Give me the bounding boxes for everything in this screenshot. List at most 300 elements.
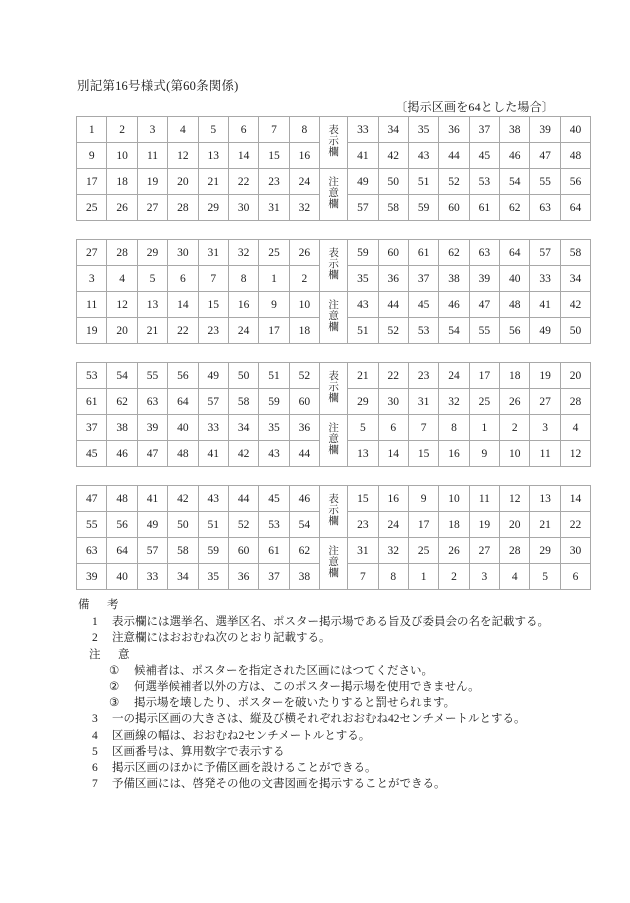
poster-section-cell[interactable]: 32 [378,538,408,564]
poster-section-cell[interactable]: 61 [408,240,438,266]
poster-section-cell[interactable]: 37 [469,117,499,143]
poster-section-cell[interactable]: 30 [560,538,590,564]
poster-section-cell[interactable]: 45 [259,486,289,512]
poster-section-cell[interactable]: 16 [378,486,408,512]
note-item [78,711,578,727]
poster-section-cell[interactable]: 39 [137,415,167,441]
display-column-label [320,117,348,169]
poster-section-cell[interactable]: 57 [348,195,378,221]
grid-row [77,538,591,564]
poster-section-cell[interactable]: 46 [289,486,319,512]
poster-section-cell[interactable]: 31 [259,195,289,221]
poster-section-cell[interactable]: 22 [168,318,198,344]
poster-section-cell[interactable]: 15 [198,292,228,318]
poster-section-cell[interactable]: 1 [77,117,107,143]
poster-section-cell[interactable]: 37 [77,415,107,441]
poster-section-cell[interactable]: 28 [168,195,198,221]
poster-section-cell[interactable]: 2 [289,266,319,292]
poster-section-cell[interactable]: 53 [259,512,289,538]
poster-section-cell[interactable]: 17 [77,169,107,195]
caution-column-label [320,415,348,467]
poster-section-cell[interactable]: 62 [500,195,530,221]
poster-section-cell[interactable]: 15 [408,441,438,467]
vertical-label-char: 注 [328,177,339,189]
poster-section-cell[interactable]: 45 [77,441,107,467]
poster-section-cell[interactable]: 42 [378,143,408,169]
poster-section-cell[interactable]: 37 [259,564,289,590]
poster-section-cell[interactable]: 53 [469,169,499,195]
poster-section-cell[interactable]: 61 [259,538,289,564]
grid-4 [76,485,591,590]
poster-section-cell[interactable]: 24 [439,363,469,389]
poster-section-cell[interactable]: 9 [408,486,438,512]
poster-section-cell[interactable]: 11 [530,441,560,467]
poster-section-cell[interactable]: 48 [107,486,137,512]
poster-section-cell[interactable]: 24 [289,169,319,195]
poster-section-cell[interactable]: 20 [168,169,198,195]
poster-section-cell[interactable]: 49 [348,169,378,195]
poster-section-cell[interactable]: 14 [378,441,408,467]
poster-section-cell[interactable]: 6 [168,266,198,292]
vertical-label-char: 示 [328,382,339,394]
poster-section-cell[interactable]: 45 [469,143,499,169]
poster-section-cell[interactable]: 57 [137,538,167,564]
poster-section-cell[interactable]: 50 [560,318,590,344]
poster-section-cell[interactable]: 42 [168,486,198,512]
poster-section-cell[interactable]: 51 [259,363,289,389]
poster-section-cell[interactable]: 21 [348,363,378,389]
poster-section-cell[interactable]: 29 [348,389,378,415]
poster-section-cell[interactable]: 28 [500,538,530,564]
poster-section-cell[interactable]: 44 [289,441,319,467]
caution-item [78,695,578,711]
poster-section-cell[interactable]: 28 [107,240,137,266]
poster-section-cell[interactable]: 38 [289,564,319,590]
poster-section-cell[interactable]: 11 [77,292,107,318]
poster-section-cell[interactable]: 47 [469,292,499,318]
poster-section-cell[interactable]: 13 [137,292,167,318]
poster-section-cell[interactable]: 20 [107,318,137,344]
poster-section-cell[interactable]: 52 [228,512,258,538]
poster-section-cell[interactable]: 4 [107,266,137,292]
poster-section-cell[interactable]: 59 [408,195,438,221]
poster-section-cell[interactable]: 25 [259,240,289,266]
poster-section-cell[interactable]: 41 [137,486,167,512]
poster-section-cell[interactable]: 54 [500,169,530,195]
poster-section-cell[interactable]: 6 [378,415,408,441]
poster-section-cell[interactable]: 44 [378,292,408,318]
poster-section-cell[interactable]: 52 [378,318,408,344]
poster-section-cell[interactable]: 64 [500,240,530,266]
display-column-label [320,363,348,415]
poster-section-cell[interactable]: 54 [289,512,319,538]
poster-section-cell[interactable]: 8 [289,117,319,143]
poster-section-cell[interactable]: 29 [137,240,167,266]
poster-section-cell[interactable]: 53 [77,363,107,389]
grid-row [77,240,591,266]
note-text: 候補者は、ポスターを指定された区画にはつてください。 [134,664,433,677]
poster-section-cell[interactable]: 2 [107,117,137,143]
notes-section [78,597,578,792]
poster-section-cell[interactable]: 41 [198,441,228,467]
poster-section-cell[interactable]: 18 [289,318,319,344]
poster-section-cell[interactable]: 19 [77,318,107,344]
poster-section-cell[interactable]: 43 [259,441,289,467]
poster-section-cell[interactable]: 11 [469,486,499,512]
poster-section-cell[interactable]: 17 [408,512,438,538]
poster-section-cell[interactable]: 11 [137,143,167,169]
poster-section-cell[interactable]: 36 [378,266,408,292]
poster-section-cell[interactable]: 61 [77,389,107,415]
vertical-label-char: 注 [328,300,339,312]
vertical-label-char: 意 [328,188,339,200]
poster-section-cell[interactable]: 51 [348,318,378,344]
vertical-label-char: 示 [328,505,339,517]
poster-section-cell[interactable]: 41 [530,292,560,318]
note-marker: ② [109,681,120,694]
poster-section-cell[interactable]: 47 [530,143,560,169]
poster-section-cell[interactable]: 30 [228,195,258,221]
poster-section-cell[interactable]: 55 [77,512,107,538]
poster-section-cell[interactable]: 42 [228,441,258,467]
poster-section-cell[interactable]: 51 [408,169,438,195]
poster-section-cell[interactable]: 19 [137,169,167,195]
poster-section-cell[interactable]: 33 [530,266,560,292]
poster-section-cell[interactable]: 47 [77,486,107,512]
poster-section-cell[interactable]: 14 [168,292,198,318]
poster-section-cell[interactable]: 39 [77,564,107,590]
poster-section-cell[interactable]: 63 [530,195,560,221]
poster-section-cell[interactable]: 50 [168,512,198,538]
poster-section-cell[interactable]: 13 [198,143,228,169]
poster-section-cell[interactable]: 42 [560,292,590,318]
grid-row [77,292,591,318]
poster-section-cell[interactable]: 48 [168,441,198,467]
note-marker: 1 [92,616,98,629]
poster-section-cell[interactable]: 40 [560,117,590,143]
poster-section-cell[interactable]: 28 [560,389,590,415]
poster-section-cell[interactable]: 16 [289,143,319,169]
poster-section-cell[interactable]: 40 [500,266,530,292]
poster-section-cell[interactable]: 55 [469,318,499,344]
poster-section-cell[interactable]: 18 [500,363,530,389]
poster-section-cell[interactable]: 15 [348,486,378,512]
poster-section-cell[interactable]: 29 [530,538,560,564]
poster-section-cell[interactable]: 56 [107,512,137,538]
poster-section-cell[interactable]: 45 [408,292,438,318]
poster-section-cell[interactable]: 57 [198,389,228,415]
poster-section-cell[interactable]: 7 [408,415,438,441]
poster-section-cell[interactable]: 9 [469,441,499,467]
poster-section-cell[interactable]: 43 [348,292,378,318]
note-marker: 6 [92,762,98,775]
poster-section-cell[interactable]: 13 [530,486,560,512]
poster-section-cell[interactable]: 64 [560,195,590,221]
poster-section-cell[interactable]: 27 [530,389,560,415]
poster-section-cell[interactable]: 57 [530,240,560,266]
notes-list [78,614,578,792]
poster-section-cell[interactable]: 38 [439,266,469,292]
poster-section-cell[interactable]: 30 [378,389,408,415]
poster-section-cell[interactable]: 48 [500,292,530,318]
poster-section-cell[interactable]: 14 [228,143,258,169]
poster-section-cell[interactable]: 32 [289,195,319,221]
poster-section-cell[interactable]: 59 [348,240,378,266]
poster-section-cell[interactable]: 21 [530,512,560,538]
poster-section-cell[interactable]: 31 [348,538,378,564]
vertical-label-char: 欄 [328,269,339,281]
poster-section-cell[interactable]: 56 [560,169,590,195]
poster-section-cell[interactable]: 25 [408,538,438,564]
poster-section-cell[interactable]: 5 [198,117,228,143]
poster-section-cell[interactable]: 58 [228,389,258,415]
poster-section-cell[interactable]: 55 [137,363,167,389]
poster-section-cell[interactable]: 54 [107,363,137,389]
caution-column-label [320,538,348,590]
poster-section-cell[interactable]: 63 [469,240,499,266]
poster-section-cell[interactable]: 4 [500,564,530,590]
poster-section-cell[interactable]: 1 [469,415,499,441]
poster-section-cell[interactable]: 31 [198,240,228,266]
poster-section-cell[interactable]: 22 [228,169,258,195]
case-annotation: 〔掲示区画を64とした場合〕 [395,100,554,114]
poster-section-cell[interactable]: 1 [259,266,289,292]
poster-section-cell[interactable]: 10 [500,441,530,467]
vertical-label-char: 欄 [328,198,339,210]
poster-section-cell[interactable]: 52 [289,363,319,389]
poster-section-cell[interactable]: 49 [530,318,560,344]
vertical-label-char: 示 [328,259,339,271]
poster-section-cell[interactable]: 41 [348,143,378,169]
poster-section-cell[interactable]: 64 [168,389,198,415]
poster-section-cell[interactable]: 19 [530,363,560,389]
note-text: 注意欄にはおおむね次のとおり記載する。 [112,632,331,645]
poster-section-cell[interactable]: 48 [560,143,590,169]
poster-section-cell[interactable]: 3 [469,564,499,590]
poster-section-cell[interactable]: 26 [439,538,469,564]
poster-section-cell[interactable]: 10 [107,143,137,169]
note-item [78,776,578,792]
poster-section-cell[interactable]: 16 [228,292,258,318]
note-item [78,728,578,744]
poster-section-cell[interactable]: 26 [500,389,530,415]
poster-section-cell[interactable]: 32 [439,389,469,415]
poster-section-cell[interactable]: 60 [439,195,469,221]
poster-section-cell[interactable]: 36 [289,415,319,441]
poster-section-cell[interactable]: 8 [228,266,258,292]
display-column-label [320,240,348,292]
caution-column-label [320,292,348,344]
poster-section-cell[interactable]: 38 [500,117,530,143]
poster-section-cell[interactable]: 13 [348,441,378,467]
poster-section-cell[interactable]: 63 [137,389,167,415]
poster-section-cell[interactable]: 21 [198,169,228,195]
poster-section-cell[interactable]: 63 [77,538,107,564]
poster-section-cell[interactable]: 12 [107,292,137,318]
poster-section-cell[interactable]: 24 [378,512,408,538]
poster-section-cell[interactable]: 27 [77,240,107,266]
vertical-label-char: 表 [328,371,339,383]
poster-section-cell[interactable]: 23 [408,363,438,389]
poster-section-cell[interactable]: 17 [469,363,499,389]
poster-section-cell[interactable]: 35 [348,266,378,292]
poster-section-cell[interactable]: 5 [137,266,167,292]
poster-section-cell[interactable]: 53 [408,318,438,344]
poster-section-cell[interactable]: 18 [107,169,137,195]
poster-section-cell[interactable]: 51 [198,512,228,538]
poster-section-cell[interactable]: 7 [198,266,228,292]
poster-section-cell[interactable]: 46 [439,292,469,318]
poster-section-cell[interactable]: 25 [469,389,499,415]
poster-section-cell[interactable]: 19 [469,512,499,538]
poster-section-cell[interactable]: 23 [198,318,228,344]
poster-section-cell[interactable]: 54 [439,318,469,344]
poster-section-cell[interactable]: 1 [408,564,438,590]
poster-section-cell[interactable]: 22 [560,512,590,538]
poster-section-cell[interactable]: 3 [530,415,560,441]
poster-section-cell[interactable]: 43 [408,143,438,169]
poster-section-cell[interactable]: 59 [259,389,289,415]
poster-section-cell[interactable]: 8 [439,415,469,441]
poster-section-cell[interactable]: 62 [439,240,469,266]
poster-section-cell[interactable]: 30 [168,240,198,266]
poster-section-cell[interactable]: 32 [228,240,258,266]
poster-section-cell[interactable]: 58 [168,538,198,564]
note-item [78,614,578,630]
poster-section-cell[interactable]: 50 [228,363,258,389]
poster-section-cell[interactable]: 21 [137,318,167,344]
poster-section-cell[interactable]: 9 [77,143,107,169]
poster-section-cell[interactable]: 62 [289,538,319,564]
poster-section-cell[interactable]: 58 [378,195,408,221]
poster-section-cell[interactable]: 55 [530,169,560,195]
poster-section-cell[interactable]: 33 [198,415,228,441]
poster-section-cell[interactable]: 2 [500,415,530,441]
poster-section-cell[interactable]: 20 [500,512,530,538]
poster-section-cell[interactable]: 49 [137,512,167,538]
vertical-label-char: 欄 [328,392,339,404]
poster-section-cell[interactable]: 12 [168,143,198,169]
poster-section-cell[interactable]: 33 [348,117,378,143]
note-text: 一の掲示区画の大きさは、縦及び横それぞれおおむね42センチメートルとする。 [112,713,526,726]
poster-section-cell[interactable]: 46 [500,143,530,169]
poster-section-cell[interactable]: 36 [228,564,258,590]
poster-section-cell[interactable]: 25 [77,195,107,221]
poster-section-cell[interactable]: 59 [198,538,228,564]
poster-section-cell[interactable]: 9 [259,292,289,318]
poster-section-cell[interactable]: 10 [439,486,469,512]
poster-section-cell[interactable]: 14 [560,486,590,512]
poster-section-cell[interactable]: 52 [439,169,469,195]
grid-row [77,486,591,512]
poster-section-cell[interactable]: 35 [198,564,228,590]
poster-section-cell[interactable]: 56 [500,318,530,344]
poster-section-cell[interactable]: 2 [439,564,469,590]
poster-section-cell[interactable]: 4 [168,117,198,143]
poster-section-cell[interactable]: 3 [137,117,167,143]
poster-section-cell[interactable]: 44 [228,486,258,512]
poster-section-cell[interactable]: 34 [168,564,198,590]
poster-section-cell[interactable]: 6 [228,117,258,143]
poster-section-cell[interactable]: 5 [348,415,378,441]
poster-section-cell[interactable]: 38 [107,415,137,441]
vertical-label-char: 欄 [328,515,339,527]
poster-section-cell[interactable]: 34 [560,266,590,292]
vertical-label-char: 表 [328,125,339,137]
poster-section-cell[interactable]: 62 [107,389,137,415]
poster-section-cell[interactable]: 47 [137,441,167,467]
poster-section-cell[interactable]: 18 [439,512,469,538]
poster-section-cell[interactable]: 39 [530,117,560,143]
poster-section-cell[interactable]: 60 [228,538,258,564]
poster-section-cell[interactable]: 60 [289,389,319,415]
poster-section-cell[interactable]: 12 [500,486,530,512]
poster-section-cell[interactable]: 39 [469,266,499,292]
poster-section-cell[interactable]: 46 [107,441,137,467]
vertical-label-char: 注 [328,423,339,435]
poster-section-cell[interactable]: 6 [560,564,590,590]
poster-section-cell[interactable]: 17 [259,318,289,344]
poster-section-cell[interactable]: 31 [408,389,438,415]
poster-section-cell[interactable]: 58 [560,240,590,266]
poster-section-cell[interactable]: 44 [439,143,469,169]
poster-section-cell[interactable]: 60 [378,240,408,266]
grid-1 [76,116,591,221]
poster-section-cell[interactable]: 37 [408,266,438,292]
poster-section-cell[interactable]: 40 [107,564,137,590]
poster-section-cell[interactable]: 27 [137,195,167,221]
poster-section-cell[interactable]: 4 [560,415,590,441]
note-item [78,630,578,646]
grid-row [77,415,591,441]
poster-section-cell[interactable]: 61 [469,195,499,221]
poster-section-cell[interactable]: 49 [198,363,228,389]
poster-section-cell[interactable]: 26 [107,195,137,221]
poster-section-cell[interactable]: 34 [378,117,408,143]
poster-section-cell[interactable]: 26 [289,240,319,266]
poster-section-cell[interactable]: 16 [439,441,469,467]
poster-section-cell[interactable]: 36 [439,117,469,143]
poster-section-cell[interactable]: 56 [168,363,198,389]
poster-section-cell[interactable]: 3 [77,266,107,292]
poster-section-cell[interactable]: 20 [560,363,590,389]
poster-section-cell[interactable]: 43 [198,486,228,512]
poster-section-cell[interactable]: 12 [560,441,590,467]
poster-section-cell[interactable]: 29 [198,195,228,221]
poster-section-cell[interactable]: 7 [259,117,289,143]
poster-section-cell[interactable]: 7 [348,564,378,590]
poster-section-cell[interactable]: 35 [259,415,289,441]
poster-section-cell[interactable]: 40 [168,415,198,441]
note-text: 掲示場を壊したり、ポスターを破いたりすると罰せられます。 [134,697,456,710]
note-text: 何選挙候補者以外の方は、このポスター掲示場を使用できません。 [134,681,480,694]
poster-section-cell[interactable]: 27 [469,538,499,564]
poster-section-cell[interactable]: 34 [228,415,258,441]
poster-section-cell[interactable]: 24 [228,318,258,344]
poster-section-cell[interactable]: 23 [348,512,378,538]
caution-column-label [320,169,348,221]
poster-section-cell[interactable]: 5 [530,564,560,590]
poster-section-cell[interactable]: 33 [137,564,167,590]
poster-section-cell[interactable]: 35 [408,117,438,143]
poster-section-cell[interactable]: 50 [378,169,408,195]
poster-section-cell[interactable]: 8 [378,564,408,590]
poster-section-cell[interactable]: 64 [107,538,137,564]
poster-section-cell[interactable]: 23 [259,169,289,195]
poster-section-cell[interactable]: 10 [289,292,319,318]
poster-section-cell[interactable]: 15 [259,143,289,169]
poster-section-cell[interactable]: 22 [378,363,408,389]
